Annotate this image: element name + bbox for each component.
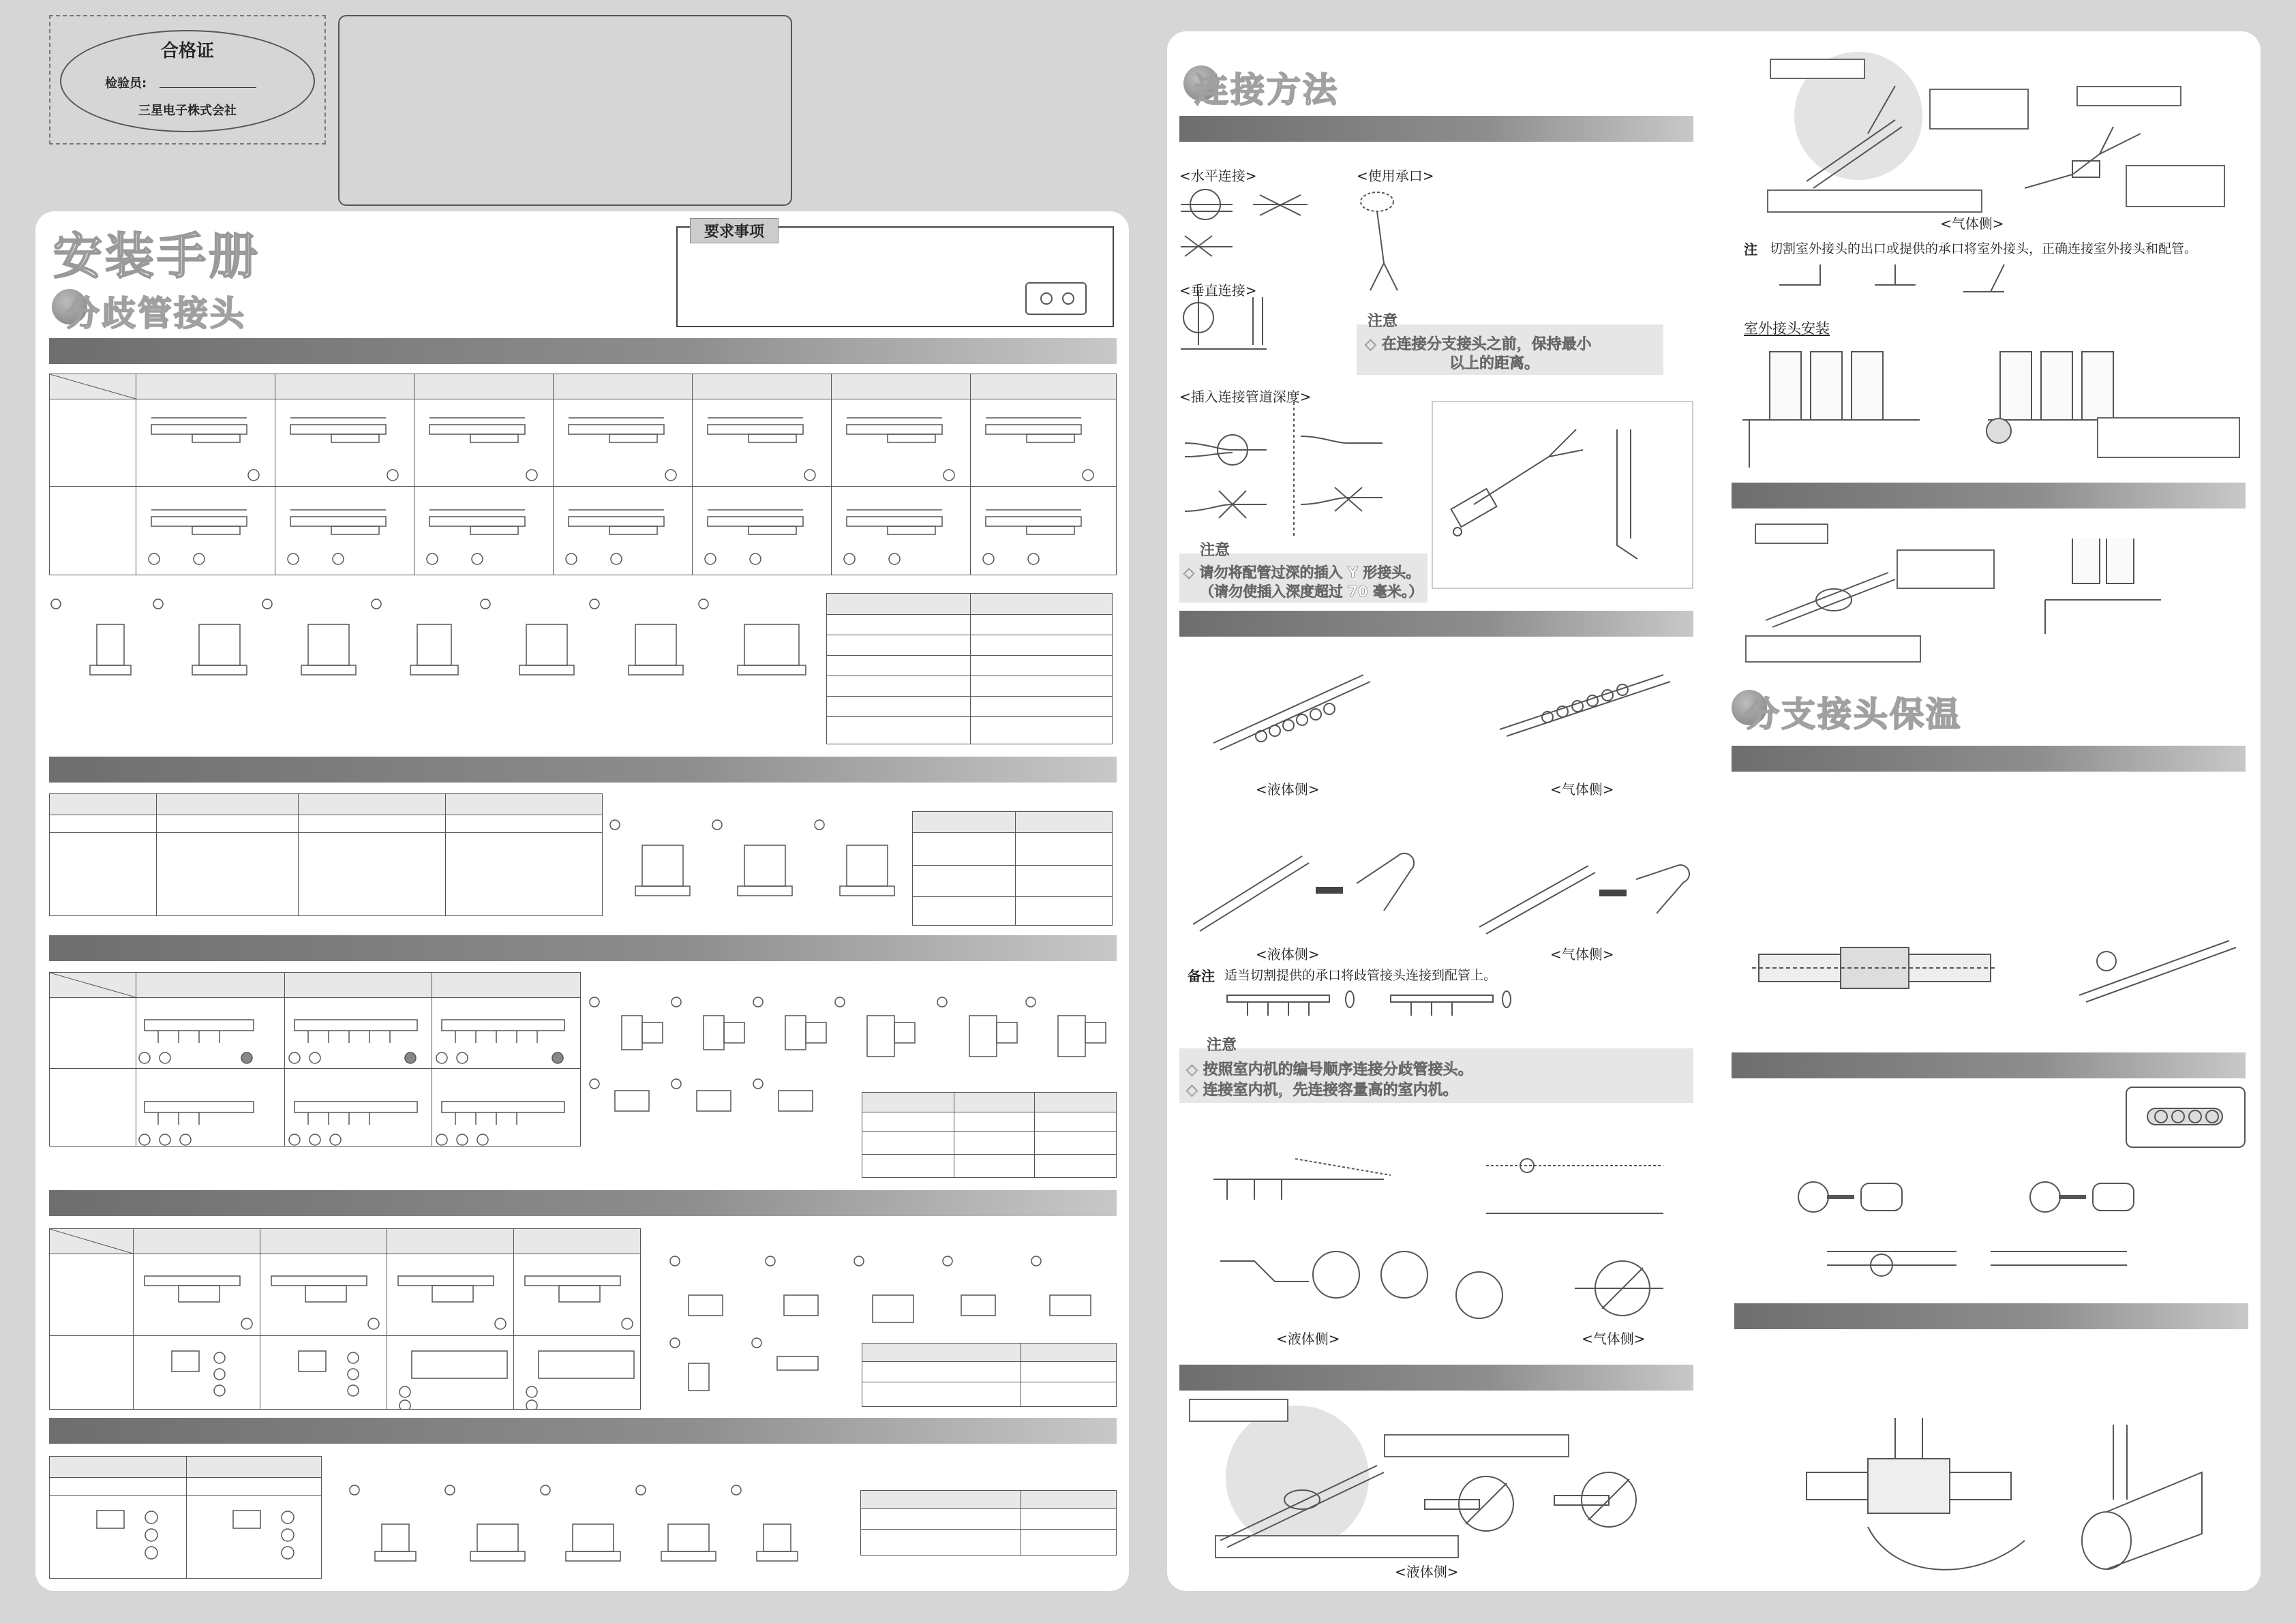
liquid-caption-4: <液体侧>	[1395, 1564, 1459, 1580]
outdoor-install-caption: 室外接头安装	[1744, 320, 1830, 337]
gas-caption-1: <气体侧>	[1550, 781, 1614, 798]
section-title-branch: 分歧管接头	[65, 294, 246, 333]
certificate-title: 合格证	[160, 41, 214, 61]
outdoor-cut-drawing	[1772, 258, 2059, 312]
caution-1-text: ◇ 在连接分支接头之前，保持最小	[1365, 336, 1592, 353]
right-bar-1	[1179, 116, 1693, 142]
insert-depth-drawings	[1178, 402, 1423, 539]
horizontal-caption: <水平连接>	[1179, 168, 1257, 184]
right-bar-2	[1179, 611, 1693, 637]
gas-joint-drawing	[1200, 1425, 1677, 1554]
zhu-word: 注	[1744, 241, 1757, 258]
reducer-table-1	[826, 593, 1113, 744]
label-box-i	[2097, 417, 2240, 458]
caution-2-word: 注意	[1200, 542, 1230, 559]
header-gas-drawing	[1486, 668, 1677, 757]
section-bar-3	[49, 935, 1117, 961]
header-gas-drawing-2	[1472, 852, 1691, 947]
caution-2-text-b: （请勿使插入深度超过 70 毫米。）	[1200, 583, 1423, 600]
gas-caption-2: <气体侧>	[1550, 946, 1614, 962]
dimension-table-2	[49, 793, 603, 916]
reducer-table-5	[860, 1490, 1117, 1556]
section-bar-1	[49, 338, 1117, 364]
header-liquid-drawing-2	[1186, 843, 1418, 945]
insert-depth-caption: <插入连接管道深度>	[1179, 389, 1312, 405]
liquid-caption-1: <液体侧>	[1256, 781, 1320, 798]
section-bar-4	[49, 1190, 1117, 1216]
insulation-steps-drawing	[1786, 1163, 2222, 1286]
gas-caption-4: <气体侧>	[1940, 215, 2004, 232]
right-bar-3	[1179, 1365, 1693, 1391]
reducer-drawings-5	[348, 1483, 839, 1586]
right-bar-6	[1732, 1052, 2246, 1078]
outdoor-joint-drawing	[1786, 65, 2209, 215]
caution-1-text-b: 以上的距离。	[1449, 355, 1540, 372]
note-text: 适当切割提供的承口将歧管接头连接到配管上。	[1224, 968, 1497, 983]
zhu-text: 切割室外接头的出口或提供的承口将室外接头，正确连接室外接头和配管。	[1770, 241, 2198, 256]
manual-title: 安装手册	[53, 228, 261, 285]
section-bar-5	[49, 1418, 1117, 1444]
table4-drawings	[49, 1228, 641, 1410]
socket-drawing	[1357, 181, 1438, 304]
section-bar-2	[49, 757, 1117, 783]
header-table-2	[862, 1092, 1117, 1178]
caution-3-text: ◇ 按照室内机的编号顺序连接分歧管接头。	[1186, 1061, 1473, 1078]
liquid-caption-3: <液体侧>	[1276, 1331, 1340, 1347]
table5-drawings	[49, 1456, 322, 1579]
right-bar-4	[1732, 483, 2246, 509]
liquid-caption-2: <液体侧>	[1256, 946, 1320, 962]
manifold-insulation-icon	[2126, 1087, 2246, 1148]
caution-4-text: ◇ 连接室内机，先连接容量高的室内机。	[1186, 1082, 1458, 1099]
company-name: 三星电子株式会社	[138, 104, 237, 118]
section-title-insulation: 分支接头保温	[1745, 695, 1962, 734]
header-drawings	[49, 972, 581, 1147]
reducer-drawings-1	[49, 597, 826, 699]
inspector-label: 检验员:	[105, 76, 147, 91]
reducer-drawings-2	[608, 818, 908, 920]
socket-caption: <使用承口>	[1357, 168, 1434, 184]
inspector-line	[160, 87, 256, 88]
reducer-table-2	[912, 811, 1113, 926]
requirements-box	[676, 226, 1114, 327]
caution-3-word: 注意	[1207, 1037, 1237, 1054]
right-bar-7	[1734, 1303, 2248, 1329]
table1-drawings	[49, 374, 1117, 575]
gas-caption-3: <气体侧>	[1582, 1331, 1646, 1347]
note-word: 备注	[1188, 968, 1215, 984]
tee-joint-drawing	[1752, 539, 2216, 648]
joint-icon	[1025, 282, 1087, 315]
blank-frame	[338, 15, 792, 206]
right-bar-5	[1732, 746, 2246, 772]
angle-drawings	[1200, 1145, 1691, 1322]
header-liquid-drawing	[1200, 668, 1391, 757]
label-box-a	[1189, 1399, 1288, 1422]
section-title-connection: 连接方法	[1194, 70, 1339, 110]
certificate-box	[49, 15, 326, 145]
caution-2-text: ◇ 请勿将配管过深的插入 Y 形接头。	[1183, 564, 1421, 581]
vertical-caption: <垂直连接>	[1179, 282, 1257, 299]
caution-1-word: 注意	[1368, 313, 1398, 330]
tee-insulation-drawing	[1786, 1404, 2222, 1581]
reducer-table-4	[862, 1343, 1117, 1407]
y-joint-illustration	[1432, 401, 1693, 589]
insulation-section-drawing	[1752, 913, 2243, 1016]
manifold-cut-drawing	[1220, 982, 1520, 1029]
requirements-label: 要求事项	[690, 218, 779, 243]
